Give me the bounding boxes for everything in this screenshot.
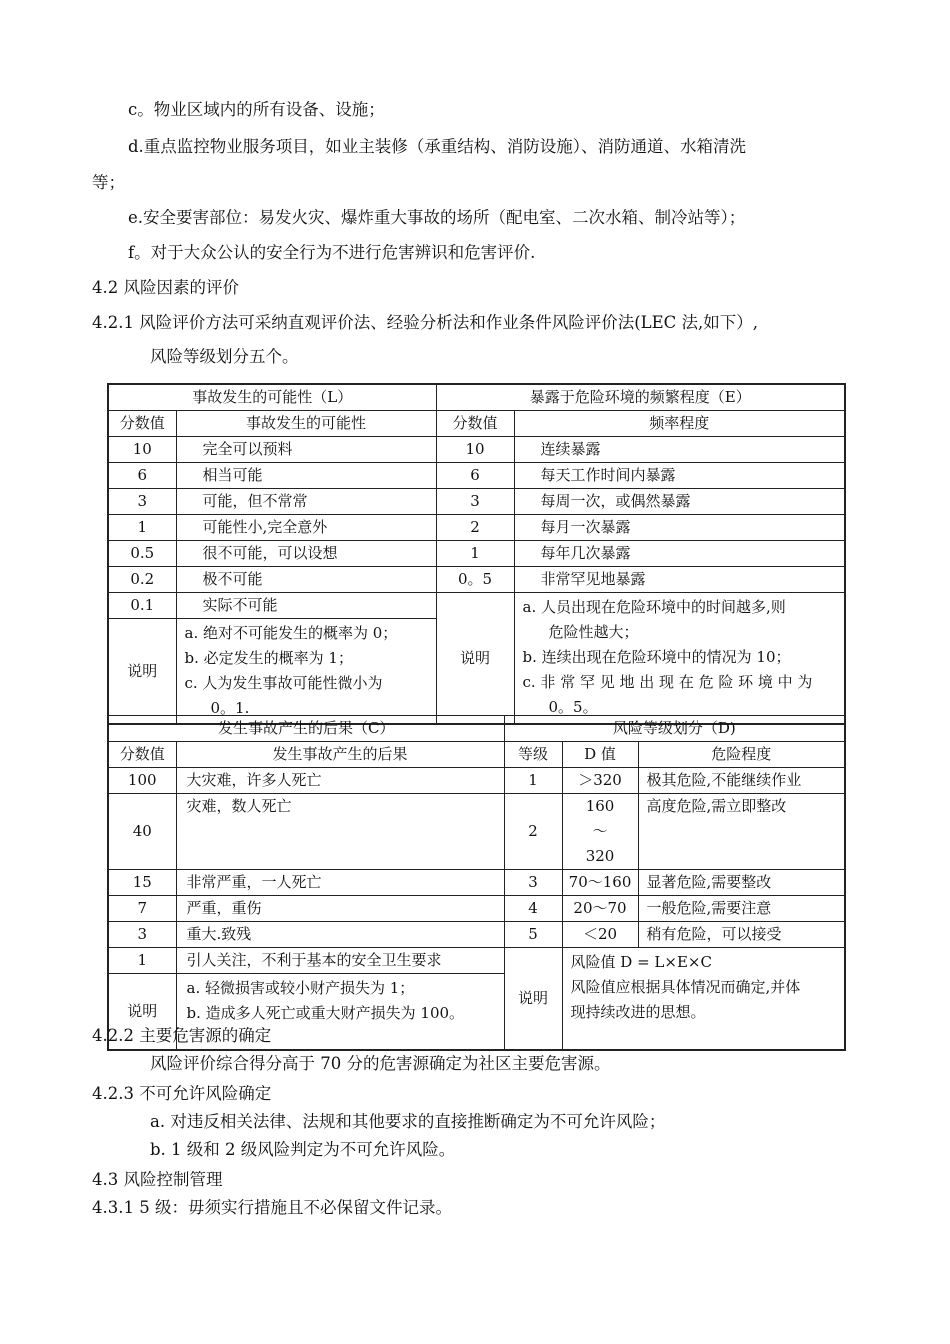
d-note-line: 风险值 D = L×E×C: [570, 953, 712, 971]
section-4-2-3-a: a. 对违反相关法律、法规和其他要求的直接推断确定为不可允许风险；: [150, 1112, 666, 1131]
l-desc-cell: 相当可能: [176, 463, 436, 489]
c-desc-cell: 非常严重，一人死亡: [176, 870, 504, 896]
l-score-cell: 0.2: [108, 567, 176, 593]
section-4-3-1: 4.3.1 5 级：毋须实行措施且不必保留文件记录。: [92, 1198, 452, 1217]
d-value-cell: ＜20: [562, 922, 638, 948]
item-f: f。对于大众公认的安全行为不进行危害辨识和危害评价.: [128, 243, 536, 262]
l-desc-cell: 完全可以预料: [176, 437, 436, 463]
c-desc-cell: 大灾难，许多人死亡: [176, 768, 504, 794]
d-danger-cell: 一般危险,需要注意: [638, 896, 845, 922]
e-desc-cell: 非常罕见地暴露: [514, 567, 845, 593]
d-level-cell: 1: [504, 768, 562, 794]
c-note-label: 说明: [108, 974, 176, 1050]
c-score-cell: 40: [108, 794, 176, 870]
l-desc-cell: 很不可能，可以设想: [176, 541, 436, 567]
d-level-cell: 5: [504, 922, 562, 948]
c-score-cell: 3: [108, 922, 176, 948]
c-score-cell: 100: [108, 768, 176, 794]
c-score-cell: 15: [108, 870, 176, 896]
e-note-cell: [514, 593, 845, 725]
section-4-2-2: 4.2.2 主要危害源的确定: [92, 1026, 272, 1045]
l-score-cell: 10: [108, 437, 176, 463]
e-desc-cell: 每周一次，或偶然暴露: [514, 489, 845, 515]
table-row: [108, 437, 845, 463]
e-section-header: 暴露于危险环境的频繁程度（E）: [436, 384, 845, 411]
d-danger-cell: 显著危险,需要整改: [638, 870, 845, 896]
d-value-cell: 70～160: [562, 870, 638, 896]
lec-table-cd: [107, 715, 846, 1051]
table-row: [108, 922, 845, 948]
d-danger-cell: 稍有危险，可以接受: [638, 922, 845, 948]
d-section-header: 风险等级划分（D): [504, 716, 845, 742]
l-desc-cell: 可能性小,完全意外: [176, 515, 436, 541]
item-e: e.安全要害部位：易发火灾、爆炸重大事故的场所（配电室、二次水箱、制冷站等）；: [128, 208, 746, 227]
d-level-cell: 3: [504, 870, 562, 896]
e-score-cell: 0。5: [436, 567, 514, 593]
l-score-cell: 0.1: [108, 593, 176, 619]
l-section-header: 事故发生的可能性（L）: [108, 384, 436, 411]
l-note-label: 说明: [108, 619, 176, 725]
d-level-cell: 2: [504, 794, 562, 870]
section-4-2-1-cont: 风险等级划分五个。: [150, 347, 299, 366]
d-note-cell: [562, 948, 845, 1050]
e-desc-cell: 每天工作时间内暴露: [514, 463, 845, 489]
d-note-line: 现持续改进的思想。: [570, 1003, 706, 1021]
e-score-cell: 10: [436, 437, 514, 463]
table-row: [108, 489, 845, 515]
l-note-line: b. 必定发生的概率为 1；: [184, 649, 353, 667]
l-desc-cell: 实际不可能: [176, 593, 436, 619]
l-score-column-header: 分数值: [108, 411, 176, 437]
e-note-line: 0。5。: [548, 698, 598, 716]
table-row: [108, 541, 845, 567]
table-row: [108, 463, 845, 489]
c-desc-cell: 引人关注，不利于基本的安全卫生要求: [176, 948, 504, 974]
l-likelihood-column-header: 事故发生的可能性: [176, 411, 436, 437]
e-frequency-column-header: 频率程度: [514, 411, 845, 437]
section-4-2-2-body: 风险评价综合得分高于 70 分的危害源确定为社区主要危害源。: [150, 1054, 611, 1073]
d-value-cell: 20～70: [562, 896, 638, 922]
e-desc-cell: 每年几次暴露: [514, 541, 845, 567]
l-note-line: c. 人为发生事故可能性微小为: [184, 674, 383, 692]
table-row: [108, 870, 845, 896]
section-4-2-1: 4.2.1 风险评价方法可采纳直观评价法、经验分析法和作业条件风险评价法(LEC 法,如下）,: [92, 313, 759, 332]
e-note-line: 危险性越大；: [548, 623, 639, 641]
section-4-2-3: 4.2.3 不可允许风险确定: [92, 1084, 272, 1103]
table-row: [108, 593, 845, 619]
e-note-line: a. 人员出现在危险环境中的时间越多,则: [522, 598, 786, 616]
c-desc-cell: 灾难，数人死亡: [176, 794, 504, 870]
d-value-column-header: D 值: [562, 742, 638, 768]
e-score-cell: 2: [436, 515, 514, 541]
item-d-line1: d.重点监控物业服务项目，如业主装修（承重结构、消防设施）、消防通道、水箱清洗: [128, 137, 747, 156]
table-row: [108, 768, 845, 794]
table-row: [108, 515, 845, 541]
table-row: [108, 794, 845, 870]
c-section-header: 发生事故产生的后果（C）: [108, 716, 504, 742]
l-note-line: 0。1.: [210, 699, 250, 717]
d-level-cell: 4: [504, 896, 562, 922]
table-row: [108, 948, 845, 974]
l-score-cell: 6: [108, 463, 176, 489]
l-desc-cell: 可能，但不常常: [176, 489, 436, 515]
c-note-line: a. 轻微损害或较小财产损失为 1；: [186, 979, 415, 997]
l-score-cell: 3: [108, 489, 176, 515]
table-row: [108, 896, 845, 922]
l-note-cell: [176, 619, 436, 725]
section-4-2-3-b: b. 1 级和 2 级风险判定为不可允许风险。: [150, 1140, 456, 1159]
d-danger-cell: 高度危险,需立即整改: [638, 794, 845, 870]
section-4-3-heading: 4.3 风险控制管理: [92, 1170, 223, 1189]
item-d-line2: 等；: [92, 173, 125, 192]
e-desc-cell: 每月一次暴露: [514, 515, 845, 541]
e-note-label: 说明: [436, 593, 514, 725]
e-note-line: c. 非 常 罕 见 地 出 现 在 危 险 环 境 中 为: [522, 673, 813, 691]
d-level-column-header: 等级: [504, 742, 562, 768]
e-note-line: b. 连续出现在危险环境中的情况为 10；: [522, 648, 791, 666]
e-score-cell: 3: [436, 489, 514, 515]
c-desc-cell: 重大.致残: [176, 922, 504, 948]
c-score-cell: 7: [108, 896, 176, 922]
e-score-cell: 1: [436, 541, 514, 567]
d-note-label: 说明: [504, 948, 562, 1050]
c-note-line: b. 造成多人死亡或重大财产损失为 100。: [186, 1004, 465, 1022]
c-score-column-header: 分数值: [108, 742, 176, 768]
d-danger-column-header: 危险程度: [638, 742, 845, 768]
e-score-column-header: 分数值: [436, 411, 514, 437]
c-consequence-column-header: 发生事故产生的后果: [176, 742, 504, 768]
e-desc-cell: 连续暴露: [514, 437, 845, 463]
l-desc-cell: 极不可能: [176, 567, 436, 593]
table-row: [108, 567, 845, 593]
item-c: c。物业区域内的所有设备、设施；: [128, 100, 385, 119]
l-score-cell: 1: [108, 515, 176, 541]
d-value-cell: ＞320: [562, 768, 638, 794]
l-score-cell: 0.5: [108, 541, 176, 567]
section-4-2-heading: 4.2 风险因素的评价: [92, 278, 239, 297]
lec-table-le: [107, 383, 846, 725]
d-value-cell: 160～320: [562, 794, 638, 870]
c-score-cell: 1: [108, 948, 176, 974]
l-note-line: a. 绝对不可能发生的概率为 0；: [184, 624, 398, 642]
d-danger-cell: 极其危险,不能继续作业: [638, 768, 845, 794]
d-note-line: 风险值应根据具体情况而确定,并体: [570, 978, 801, 996]
e-score-cell: 6: [436, 463, 514, 489]
c-desc-cell: 严重，重伤: [176, 896, 504, 922]
